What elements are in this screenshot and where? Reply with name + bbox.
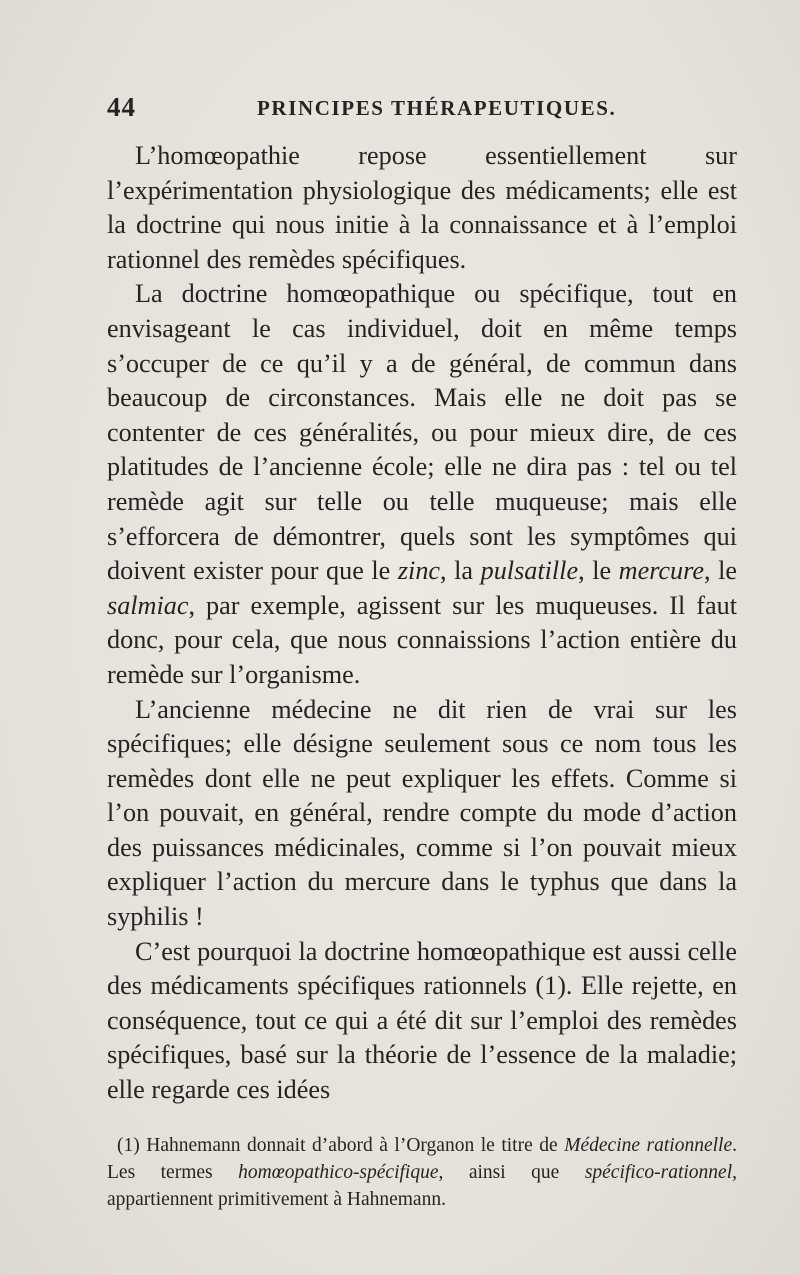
text-segment: , appartiennent primitivement à Hahnemann. — [107, 1162, 737, 1210]
italic-segment: pulsatille — [480, 556, 579, 586]
text-segment: , le — [578, 556, 619, 586]
footnote-text — [107, 1132, 737, 1213]
footnote — [107, 1132, 737, 1213]
text-segment: . Les termes — [107, 1135, 737, 1183]
italic-segment: mercure — [618, 556, 704, 586]
text-segment: C’est pourquoi la doctrine homœopathique est aussi celle des médicaments spécifiques rationnels (1). Elle rejette, en conséquence, tout ce qui a été dit sur l’emploi des remèdes spécifiques, basé sur la théorie de l’essence de la maladie; elle regarde ces idées — [107, 936, 737, 1105]
text-segment: La doctrine homœopathique ou spécifique, tout en envisageant le cas individuel, doit en même temps s’occuper de ce qu’il y a de général, de commun dans beaucoup de circonstances. Mais elle ne doit pas se contenter de ces généralités, ou pour mieux dire, de ces platitudes de l’ancienne école; elle ne dira pas : tel ou tel remède agit sur telle ou telle muqueuse; mais elle s’efforcera de démontrer, quels sont les symptômes qui doivent exister pour que le — [107, 279, 737, 586]
main-text — [107, 139, 737, 1108]
italic-segment: Médecine rationnelle — [564, 1135, 733, 1156]
page-header — [107, 92, 747, 126]
italic-segment: zinc — [397, 556, 441, 586]
text-segment: (1) Hahnemann donnait d’abord à l’Organon le titre de — [117, 1135, 565, 1156]
text-segment: , ainsi que — [438, 1162, 585, 1183]
paragraph — [107, 139, 737, 277]
text-segment: , la — [440, 556, 481, 586]
running-title: PRINCIPES THÉRAPEUTIQUES. — [257, 96, 617, 120]
text-segment: , le — [703, 556, 737, 586]
paragraph — [107, 693, 737, 935]
paragraph — [107, 277, 737, 692]
italic-segment: homœopathico-spécifique — [238, 1162, 439, 1183]
italic-segment: salmiac — [107, 590, 189, 620]
text-segment: L’homœopathie repose essentiellement sur l’expérimentation physiologique des médicaments; elle est la doctrine qui nous initie à la connaissance et à l’emploi rationnel des remèdes spécifiques. — [107, 141, 737, 274]
text-segment: L’ancienne médecine ne dit rien de vrai sur les spécifiques; elle désigne seulement sous ce nom tous les remèdes dont elle ne peut expliquer les effets. Comme si l’on pouvait, en général, rendre compte du mode d’action des puissances médicinales, comme si l’on pouvait mieux expliquer l’action du mercure dans le typhus que dans la syphilis ! — [107, 694, 737, 932]
page-number: 44 — [107, 92, 136, 122]
italic-segment: spécifico-rationnel — [584, 1162, 733, 1183]
paragraph — [107, 935, 737, 1108]
text-segment: , par exemple, agissent sur les muqueuses. Il faut donc, pour cela, que nous connaissions l’action entière du remède sur l’organisme. — [107, 590, 737, 689]
